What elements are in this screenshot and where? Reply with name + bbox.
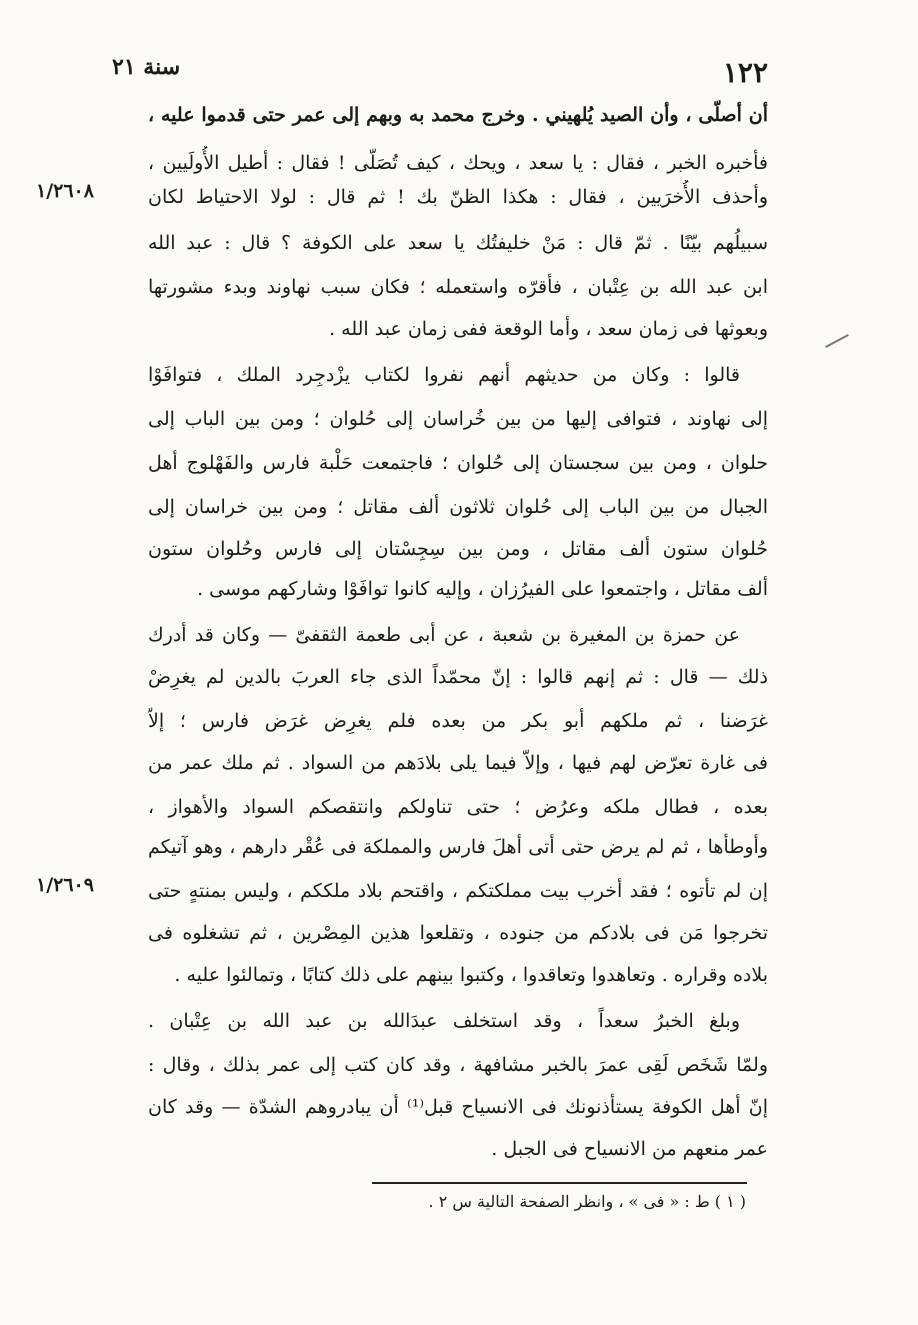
text-line: إنّ أهل الكوفة يستأذنونك فى الانسياح قبل⁽¹⁾ أن يبادروهم الشدّة — وقد كان	[148, 1096, 768, 1118]
text-line: ذلك — قال : ثم إنهم قالوا : إنّ محمّداً الذى جاء العربَ بالدين لم يغرِضْ	[148, 666, 768, 688]
text-line: بلاده وقراره . وتعاهدوا وتعاقدوا ، وكتبوا بينهم على ذلك كتابًا ، وتمالئوا عليه .	[174, 964, 768, 986]
page-number: ١٢٢	[722, 56, 768, 89]
text-line: ولمّا شَخَص لَقِى عمرَ بالخبر مشافهة ، وقد كان كتب إلى عمر بذلك ، وقال :	[148, 1054, 768, 1076]
text-line: ابن عبد الله بن عِتْبان ، فأقرّه واستعمله ؛ فكان سبب نهاوند وبدء مشورتها	[148, 276, 768, 298]
text-line: حُلوان ستون ألف مقاتل ، ومن بين سِجِسْتان إلى فارس وحُلوان ستون	[148, 538, 768, 560]
text-line: الجبال من بين الباب إلى حُلوان ثلاثون ألف مقاتل ؛ ومن بين خراسان إلى	[148, 496, 768, 518]
text-line: بعده ، فطال ملكه وعرُض ؛ حتى تناولكم وانتقصكم السواد والأهواز ،	[148, 796, 768, 818]
text-line: فأخبره الخبر ، فقال : يا سعد ، ويحك ، كيف تُصَلّى ! فقال : أطيل الأُولَيين ،	[148, 152, 768, 174]
text-line: وأحذف الأُخرَيين ، فقال : هكذا الظنّ بك ! ثم قال : لولا الاحتياط لكان	[148, 186, 768, 208]
footnote: ( ١ ) ط : « فى » ، وانظر الصفحة التالية س ٢ .	[428, 1192, 746, 1211]
year-header: سنة ٢١	[112, 54, 181, 80]
text-line: وبعوثها فى زمان سعد ، وأما الوقعة ففى زمان عبد الله .	[329, 318, 768, 340]
text-line: سبيلُهم بيّنًا . ثمّ قال : مَنْ خليفتُك يا سعد على الكوفة ؟ قال : عبد الله	[148, 232, 768, 254]
text-line: غرَضنا ، ثم ملكهم أبو بكر من بعده فلم يغرِض غرَض فارس ؛ إلاّ	[148, 710, 768, 732]
text-line: وبلغ الخبرُ سعداً ، وقد استخلف عبدَالله بن عبد الله بن عِتْبان .	[148, 1010, 740, 1032]
text-line: تخرجوا مَن فى بلادكم من جنوده ، وتقلعوا هذين المِصْرين ، ثم تشغلوه فى	[148, 922, 768, 944]
text-line: عن حمزة بن المغيرة بن شعبة ، عن أبى طعمة الثقفىّ — وكان قد أدرك	[148, 624, 740, 646]
margin-pencil-mark	[825, 334, 849, 348]
text-line: أن أصلّى ، وأن الصيد يُلهيني . وخرج محمد به وبهم إلى عمر حتى قدموا عليه ،	[148, 104, 768, 126]
text-line: وأوطأها ، ثم لم يرض حتى أتى أهلَ فارس والمملكة فى عُقْر دارهم ، وهو آتيكم	[148, 836, 768, 858]
margin-note: ١/٢٦٠٨	[36, 180, 94, 202]
text-line: عمر منعهم من الانسياح فى الجبل .	[491, 1138, 768, 1160]
footnote-rule	[372, 1182, 747, 1184]
text-line: حلوان ، ومن بين سجستان إلى حُلوان ؛ فاجتمعت حَلْبة فارس والفَهْلوج أهل	[148, 452, 768, 474]
text-line: ألف مقاتل ، واجتمعوا على الفيرُزان ، وإليه كانوا توافَوْا وشاركهم موسى .	[197, 578, 768, 600]
text-line: إن لم تأتوه ؛ فقد أخرب بيت مملكتكم ، واقتحم بلاد ملككم ، وليس بمنتهٍ حتى	[148, 880, 768, 902]
text-line: فى غارة تعرّض لهم فيها ، وإلاّ فيما يلى بلادَهم من السواد . ثم ملك عمر من	[148, 752, 768, 774]
margin-note: ١/٢٦٠٩	[36, 874, 94, 896]
text-line: إلى نهاوند ، فتوافى إليها من بين خُراسان إلى حُلوان ؛ ومن بين الباب إلى	[148, 408, 768, 430]
text-line: قالوا : وكان من حديثهم أنهم نفروا لكتاب يزْدجِرد الملك ، فتوافَوْا	[148, 364, 740, 386]
